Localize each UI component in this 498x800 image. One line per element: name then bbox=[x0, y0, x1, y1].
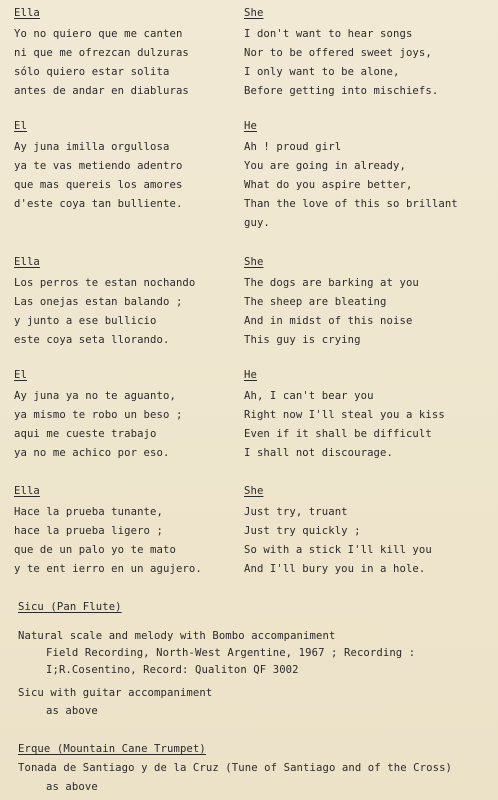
english-line: Even if it shall be difficult bbox=[244, 428, 432, 440]
english-line: What do you aspire better, bbox=[244, 179, 413, 191]
spanish-line: que de un palo yo te mato bbox=[14, 544, 176, 556]
speaker-heading: She bbox=[244, 256, 264, 268]
spanish-line: d'este coya tan bulliente. bbox=[14, 198, 183, 210]
spanish-line: este coya seta llorando. bbox=[14, 334, 170, 346]
english-line: Nor to be offered sweet joys, bbox=[244, 47, 432, 59]
section-line: as above bbox=[46, 781, 98, 793]
spanish-line: sólo quiero estar solita bbox=[14, 66, 170, 78]
section-line: I;R.Cosentino, Record: Qualiton QF 3002 bbox=[46, 664, 299, 676]
spanish-line: ya mismo te robo un beso ; bbox=[14, 409, 183, 421]
section-heading: Sicu (Pan Flute) bbox=[18, 601, 122, 613]
english-line: This guy is crying bbox=[244, 334, 361, 346]
english-line: You are going in already, bbox=[244, 160, 406, 172]
english-line: I shall not discourage. bbox=[244, 447, 393, 459]
english-line: Right now I'll steal you a kiss bbox=[244, 409, 445, 421]
spanish-line: y junto a ese bullicio bbox=[14, 315, 157, 327]
english-line: The sheep are bleating bbox=[244, 296, 387, 308]
section-line: as above bbox=[46, 705, 98, 717]
english-line: Ah, I can't bear you bbox=[244, 390, 374, 402]
english-line: Ah ! proud girl bbox=[244, 141, 342, 153]
english-line: I only want to be alone, bbox=[244, 66, 400, 78]
section-line: Field Recording, North-West Argentine, 1967 ; Recording : bbox=[46, 647, 416, 659]
section-line: Tonada de Santiago y de la Cruz (Tune of Santiago and of the Cross) bbox=[18, 762, 453, 774]
spanish-line: y te ent ierro en un agujero. bbox=[14, 563, 202, 575]
spanish-line: ya no me achico por eso. bbox=[14, 447, 170, 459]
english-line: guy. bbox=[244, 217, 270, 229]
english-line: Just try quickly ; bbox=[244, 525, 361, 537]
section-line: Sicu with guitar accompaniment bbox=[18, 687, 213, 699]
speaker-heading: He bbox=[244, 120, 257, 132]
spanish-line: Hace la prueba tunante, bbox=[14, 506, 163, 518]
spanish-line: que mas quereis los amores bbox=[14, 179, 183, 191]
spanish-line: Yo no quiero que me canten bbox=[14, 28, 183, 40]
speaker-heading: He bbox=[244, 369, 257, 381]
spanish-line: Ay juna imilla orgullosa bbox=[14, 141, 170, 153]
english-line: Just try, truant bbox=[244, 506, 348, 518]
spanish-line: antes de andar en diabluras bbox=[14, 85, 189, 97]
speaker-heading: She bbox=[244, 485, 264, 497]
speaker-heading: El bbox=[14, 369, 27, 381]
speaker-heading: Ella bbox=[14, 7, 40, 19]
speaker-heading: El bbox=[14, 120, 27, 132]
english-line: Than the love of this so brillant bbox=[244, 198, 458, 210]
speaker-heading: She bbox=[244, 7, 264, 19]
speaker-heading: Ella bbox=[14, 485, 40, 497]
english-line: The dogs are barking at you bbox=[244, 277, 419, 289]
speaker-heading: Ella bbox=[14, 256, 40, 268]
spanish-line: hace la prueba ligero ; bbox=[14, 525, 163, 537]
spanish-line: Las onejas estan balando ; bbox=[14, 296, 183, 308]
section-heading: Erque (Mountain Cane Trumpet) bbox=[18, 743, 206, 755]
english-line: And I'll bury you in a hole. bbox=[244, 563, 426, 575]
spanish-line: Los perros te estan nochando bbox=[14, 277, 196, 289]
spanish-line: ni que me ofrezcan dulzuras bbox=[14, 47, 189, 59]
english-line: Before getting into mischiefs. bbox=[244, 85, 439, 97]
spanish-line: Ay juna ya no te aguanto, bbox=[14, 390, 176, 402]
english-line: So with a stick I'll kill you bbox=[244, 544, 432, 556]
section-line: Natural scale and melody with Bombo accompaniment bbox=[18, 630, 336, 642]
english-line: And in midst of this noise bbox=[244, 315, 413, 327]
spanish-line: ya te vas metiendo adentro bbox=[14, 160, 183, 172]
english-line: I don't want to hear songs bbox=[244, 28, 413, 40]
spanish-line: aqui me cueste trabajo bbox=[14, 428, 157, 440]
